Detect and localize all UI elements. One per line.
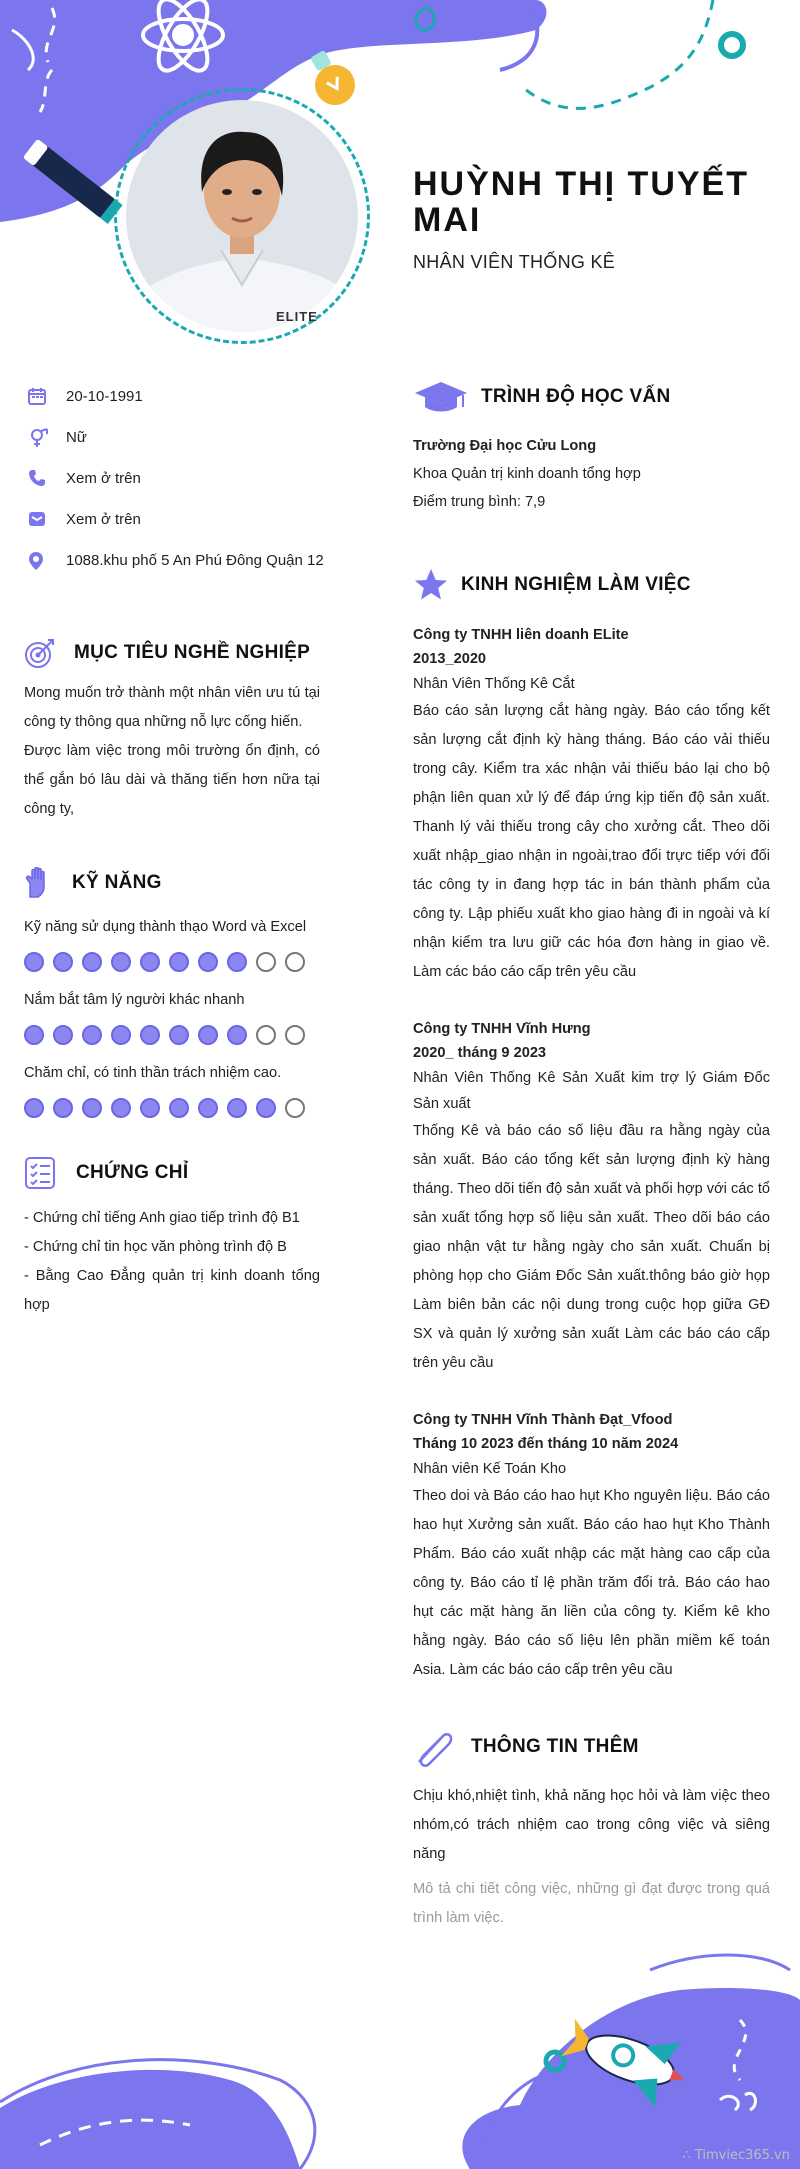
contact-address [28,546,328,575]
contact-dob [28,382,328,411]
education-major: Khoa Quản trị kinh doanh tổng hợp [413,466,641,482]
job-entry [413,623,770,987]
footer-decoration [0,1930,800,2169]
rating-dot-filled [140,1098,160,1118]
rating-dot-filled [198,1025,218,1045]
job-company: Công ty TNHH Vĩnh Thành Đạt_Vfood [413,1412,673,1428]
footer-watermark [682,2148,790,2163]
location-pin-icon [28,546,66,575]
contact-gender [28,423,328,452]
rating-dot-empty [285,952,305,972]
rating-dot-filled [24,952,44,972]
photo-badge: ELITE [276,309,318,324]
rating-dot-filled [24,1025,44,1045]
rating-dot-filled [256,1098,276,1118]
job-role: Nhân Viên Thống Kê Cắt [413,676,575,692]
calendar-icon [28,382,66,411]
certificate-item: - Chứng chỉ tin học văn phòng trình độ B [24,1239,287,1255]
rating-dot-filled [82,952,102,972]
job-period: 2020_ tháng 9 2023 [413,1045,547,1061]
job-description: Thống Kê và báo cáo số liệu đầu ra hằng ngày của sản xuất. Báo cáo tổng kết sản lượng định kỳ hàng tháng. Theo dõi tiến độ sản xuất và phối hợp với các tổ sản xuất tổng hợp số liệu sản xuất. Theo dõi báo cáo giao nhận vật tư hằng ngày cho sản xuất. Chuẩn bị phòng họp cho Giám Đốc Sản xuất.thông báo giờ họp Làm biên bản các nội dung trong cuộc họp giữa GĐ SX và quản lý xưởng sản xuất Làm các báo cáo cấp trên yêu cầu [413,1123,770,1371]
skill-rating [24,1098,324,1118]
graduation-cap-icon [413,380,469,414]
additional-section [413,1726,770,1933]
additional-text: Chịu khó,nhiệt tình, khả năng học hỏi và làm việc theo nhóm,có trách nhiệm cao trong công việc và siêng năng [413,1788,770,1862]
hand-icon [24,867,50,899]
skill-rating [24,952,324,972]
skill-rating [24,1025,324,1045]
checklist-icon [24,1156,56,1190]
contact-value: 20-10-1991 [66,388,143,405]
rating-dot-filled [198,1098,218,1118]
rating-dot-filled [227,1098,247,1118]
additional-placeholder: Mô tả chi tiết công việc, những gì đạt được trong quá trình làm việc. [413,1881,770,1926]
job-entry [413,1017,770,1378]
rating-dot-empty [285,1098,305,1118]
rating-dot-filled [53,952,73,972]
rating-dot-filled [53,1025,73,1045]
rating-dot-empty [285,1025,305,1045]
skills-list [24,913,324,1118]
education-section [413,380,773,516]
rating-dot-filled [169,1098,189,1118]
contact-phone [28,464,328,493]
job-company: Công ty TNHH Vĩnh Hưng [413,1021,591,1037]
rating-dot-filled [82,1098,102,1118]
skill-label: Nắm bắt tâm lý người khác nhanh [24,992,245,1008]
phone-icon [28,464,66,493]
job-period: Tháng 10 2023 đến tháng 10 năm 2024 [413,1436,679,1452]
certificate-item: - Bằng Cao Đẳng quản trị kinh doanh tổng hợp [24,1268,320,1313]
objective-section [24,637,320,824]
skill-label: Kỹ năng sử dụng thành thạo Word và Excel [24,919,307,935]
rating-dot-filled [198,952,218,972]
objective-paragraph: Mong muốn trở thành một nhân viên ưu tú tại công ty thông qua những nỗ lực cống hiến. [24,685,320,730]
contact-list [28,382,328,575]
profile-photo [114,88,370,344]
target-icon [24,637,56,669]
rating-dot-filled [227,1025,247,1045]
star-icon [413,567,449,603]
objective-title: MỤC TIÊU NGHỀ NGHIỆP [74,642,311,663]
certificate-item: - Chứng chỉ tiếng Anh giao tiếp trình độ B1 [24,1210,300,1226]
sparkle-icon: ∴ [682,2148,695,2163]
rating-dot-empty [256,1025,276,1045]
experience-title: KINH NGHIỆM LÀM VIỆC [461,574,691,595]
job-company: Công ty TNHH liên doanh ELite [413,627,629,643]
contact-value: Nữ [66,429,87,446]
watermark-text: Timviec365.vn [694,2148,790,2163]
rating-dot-filled [111,1098,131,1118]
rating-dot-filled [111,952,131,972]
certificates-section [24,1156,320,1320]
rating-dot-filled [53,1098,73,1118]
contact-value: Xem ở trên [66,511,141,528]
job-role: Nhân viên Kế Toán Kho [413,1461,567,1477]
objective-paragraph: Được làm việc trong môi trường ổn định, có thể gắn bó lâu dài và thăng tiến hơn nữa tại công ty, [24,743,320,817]
candidate-name: HUỲNH THỊ TUYẾT MAI [413,165,749,239]
rating-dot-filled [227,952,247,972]
rating-dot-filled [82,1025,102,1045]
education-school: Trường Đại học Cửu Long [413,438,597,454]
job-entry [413,1408,770,1685]
job-role: Nhân Viên Thống Kê Sản Xuất kim trợ lý Giám Đốc Sản xuất [413,1070,770,1112]
email-icon [28,505,66,534]
contact-value: Xem ở trên [66,470,141,487]
education-title: TRÌNH ĐỘ HỌC VẤN [481,386,671,407]
skills-section [24,867,324,1132]
rating-dot-empty [256,952,276,972]
certificates-title: CHỨNG CHỈ [76,1162,189,1183]
rating-dot-filled [169,1025,189,1045]
contact-value: 1088.khu phố 5 An Phú Đông Quận 12 [66,552,324,569]
contact-email [28,505,328,534]
job-description: Báo cáo sản lượng cắt hàng ngày. Báo cáo tổng kết sản lượng cắt định kỳ hàng tháng. Báo cáo vải thiếu trong cây. Kiểm tra xác nhận vải thiếu báo lại cho bộ phận liên quan xử lý để đáp ứng kịp tiến độ sản xuất. Thanh lý vải thiếu trong cây cho xưởng cắt. Theo dõi xuất nhập_giao nhận in ngoài,trao đổi trực tiếp với đối tác công ty in đang hợp tác in bán thành phẩm của công ty. Lập phiếu xuất kho giao hàng đi in ngoài và kí nhận kiểm tra lưu giữ các hóa đơn hàng in giao về. Làm các báo cáo cấp trên yêu cầu [413,703,770,980]
job-period: 2013_2020 [413,651,487,667]
skills-title: KỸ NĂNG [72,872,162,893]
education-gpa: Điểm trung bình: 7,9 [413,494,546,510]
job-description: Theo doi và Báo cáo hao hụt Kho nguyên liệu. Báo cáo hao hụt Xưởng sản xuất. Báo cáo hao hụt Kho Thành Phẩm. Báo cáo xuất nhập các mặt hàng cao cấp của công ty. Báo cáo tỉ lệ phần trăm đổi trả. Báo cáo hao hụt các mặt hàng ăn liền của công ty. Kiểm kê kho hằng ngày. Báo cáo số liệu lên phần miềm kế toán Asia. Làm các báo cáo cấp trên yêu cầu [413,1488,770,1678]
experience-section [413,567,770,1685]
paperclip-icon [413,1726,455,1768]
rating-dot-filled [140,1025,160,1045]
additional-title: THÔNG TIN THÊM [471,1736,639,1757]
gender-icon [28,423,66,452]
rating-dot-filled [169,952,189,972]
rating-dot-filled [24,1098,44,1118]
rating-dot-filled [140,952,160,972]
candidate-position: NHÂN VIÊN THỐNG KÊ [413,252,616,272]
rating-dot-filled [111,1025,131,1045]
skill-label: Chăm chỉ, có tinh thần trách nhiệm cao. [24,1065,282,1081]
